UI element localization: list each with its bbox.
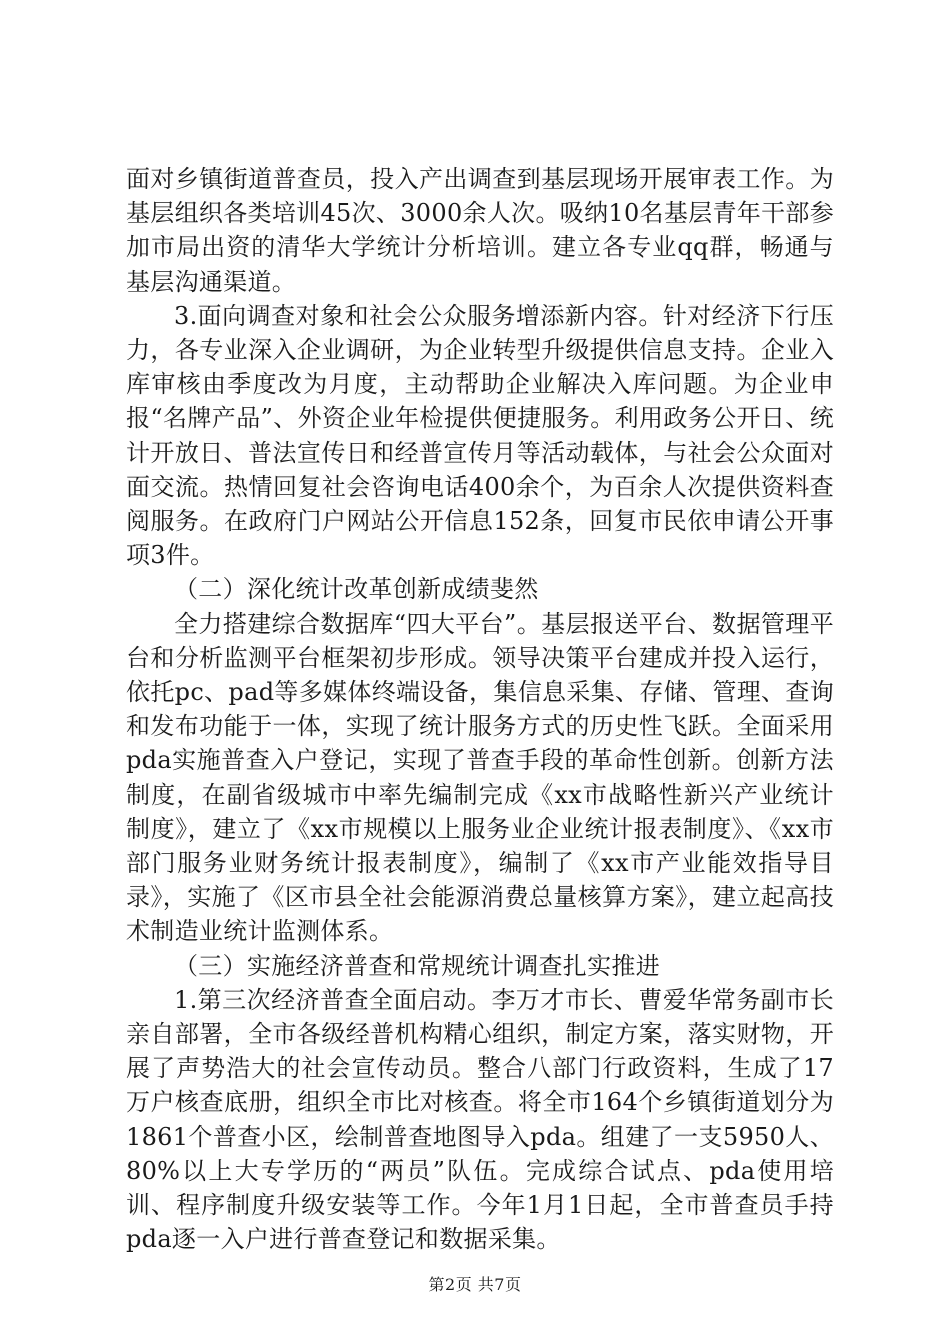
page-footer: 第2页 共7页 bbox=[428, 1275, 522, 1294]
paragraph: 3.面向调查对象和社会公众服务增添新内容。针对经济下行压力，各专业深入企业调研，为企业转型升级提供信息支持。企业入库审核由季度改为月度，主动帮助企业解决入库问题。为企业申报“名牌产品”、外资企业年检提供便捷服务。利用政务公开日、统计开放日、普法宣传日和经普宣传月等活动载体，与社会公众面对面交流。热情回复社会咨询电话400余个，为百余人次提供资料查阅服务。在政府门户网站公开信息152条，回复市民依申请公开事项3件。 bbox=[126, 301, 834, 570]
document-body bbox=[126, 162, 834, 1257]
section-heading: （三）实施经济普查和常规统计调查扎实推进 bbox=[174, 951, 660, 980]
paragraph: 全力搭建综合数据库“四大平台”。基层报送平台、数据管理平台和分析监测平台框架初步形成。领导决策平台建成并投入运行，依托pc、pad等多媒体终端设备，集信息采集、存储、管理、查询和发布功能于一体，实现了统计服务方式的历史性飞跃。全面采用pda实施普查入户登记，实现了普查手段的革命性创新。创新方法制度，在副省级城市中率先编制完成《xx市战略性新兴产业统计制度》，建立了《xx市规模以上服务业企业统计报表制度》、《xx市部门服务业财务统计报表制度》，编制了《xx市产业能效指导目录》，实施了《区市县全社会能源消费总量核算方案》，建立起高技术制造业统计监测体系。 bbox=[126, 609, 834, 946]
section-heading: （二）深化统计改革创新成绩斐然 bbox=[174, 575, 539, 604]
paragraph: 面对乡镇街道普查员，投入产出调查到基层现场开展审表工作。为基层组织各类培训45次、3000余人次。吸纳10名基层青年干部参加市局出资的清华大学统计分析培训。建立各专业qq群，畅通与基层沟通渠道。 bbox=[126, 165, 834, 296]
paragraph: 1.第三次经济普查全面启动。李万才市长、曹爱华常务副市长亲自部署，全市各级经普机构精心组织，制定方案，落实财物，开展了声势浩大的社会宣传动员。整合八部门行政资料，生成了17万户核查底册，组织全市比对核查。将全市164个乡镇街道划分为1861个普查小区，绘制普查地图导入pda。组建了一支5950人、80%以上大专学历的“两员”队伍。完成综合试点、pda使用培训、程序制度升级安装等工作。今年1月1日起，全市普查员手持pda逐一入户进行普查登记和数据采集。 bbox=[126, 985, 834, 1254]
